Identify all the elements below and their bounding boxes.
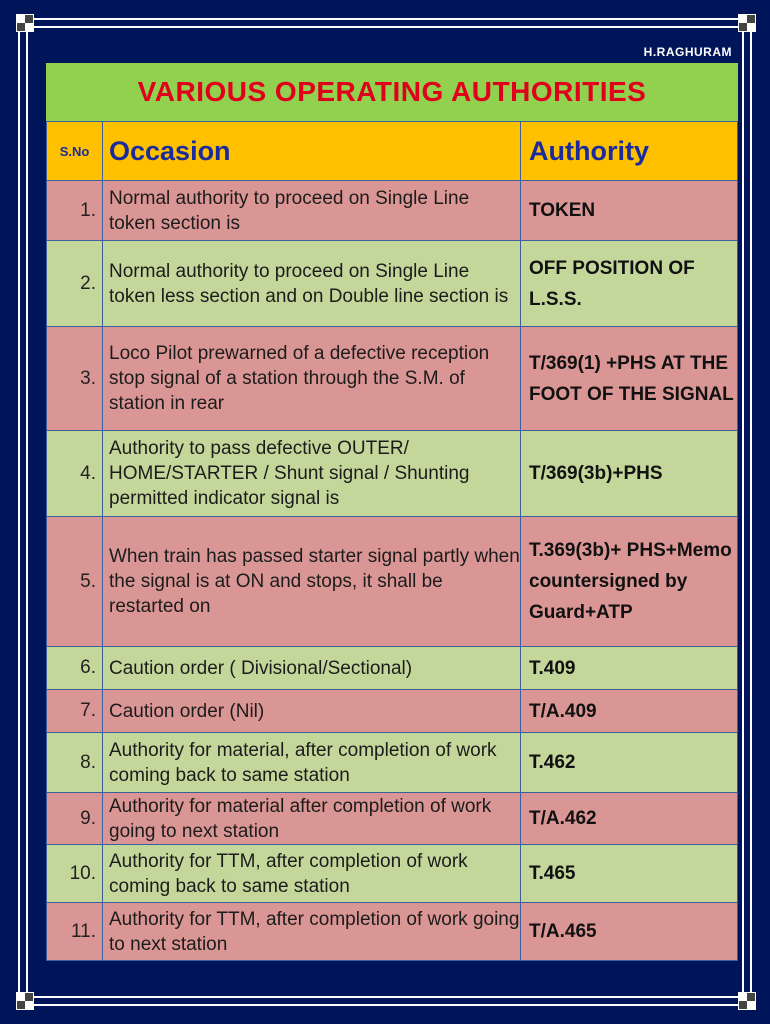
corner-ornament-icon bbox=[16, 992, 34, 1010]
row-authority: T.369(3b)+ PHS+Memo countersigned by Guard+ATP bbox=[521, 517, 738, 647]
table-row bbox=[47, 431, 738, 517]
row-authority: T/A.465 bbox=[521, 903, 738, 961]
row-number: 7. bbox=[47, 690, 103, 733]
row-authority: T/369(1) +PHS AT THE FOOT OF THE SIGNAL bbox=[521, 327, 738, 431]
author-label: H.RAGHURAM bbox=[643, 45, 732, 59]
corner-ornament-icon bbox=[738, 14, 756, 32]
row-number: 8. bbox=[47, 733, 103, 793]
column-header-sno: S.No bbox=[47, 122, 103, 181]
row-authority: T/369(3b)+PHS bbox=[521, 431, 738, 517]
row-number: 5. bbox=[47, 517, 103, 647]
table-row bbox=[47, 241, 738, 327]
row-number: 2. bbox=[47, 241, 103, 327]
table-row bbox=[47, 647, 738, 690]
corner-ornament-icon bbox=[16, 14, 34, 32]
row-occasion: Normal authority to proceed on Single Line token section is bbox=[103, 181, 521, 241]
table-header-row bbox=[47, 122, 738, 181]
corner-ornament-icon bbox=[738, 992, 756, 1010]
row-authority: T.462 bbox=[521, 733, 738, 793]
row-occasion: Caution order (Nil) bbox=[103, 690, 521, 733]
table-row bbox=[47, 733, 738, 793]
row-occasion: Normal authority to proceed on Single Line token less section and on Double line section is bbox=[103, 241, 521, 327]
row-occasion: Authority to pass defective OUTER/ HOME/STARTER / Shunt signal / Shunting permitted indicator signal is bbox=[103, 431, 521, 517]
table-row bbox=[47, 690, 738, 733]
row-number: 11. bbox=[47, 903, 103, 961]
column-header-authority: Authority bbox=[521, 122, 738, 181]
row-occasion: Loco Pilot prewarned of a defective reception stop signal of a station through the S.M. of station in rear bbox=[103, 327, 521, 431]
column-header-occasion: Occasion bbox=[103, 122, 521, 181]
table-body bbox=[47, 181, 738, 961]
row-authority: OFF POSITION OF L.S.S. bbox=[521, 241, 738, 327]
table-row bbox=[47, 327, 738, 431]
row-occasion: Caution order ( Divisional/Sectional) bbox=[103, 647, 521, 690]
table-row bbox=[47, 903, 738, 961]
row-number: 9. bbox=[47, 793, 103, 845]
row-number: 6. bbox=[47, 647, 103, 690]
row-occasion: Authority for TTM, after completion of work going to next station bbox=[103, 903, 521, 961]
row-occasion: Authority for material after completion of work going to next station bbox=[103, 793, 521, 845]
table-row bbox=[47, 793, 738, 845]
table-row bbox=[47, 181, 738, 241]
page-title: VARIOUS OPERATING AUTHORITIES bbox=[46, 63, 738, 121]
row-number: 3. bbox=[47, 327, 103, 431]
row-authority: T/A.409 bbox=[521, 690, 738, 733]
authority-sheet bbox=[46, 63, 738, 961]
table-row bbox=[47, 517, 738, 647]
row-occasion: When train has passed starter signal partly when the signal is at ON and stops, it shall be restarted on bbox=[103, 517, 521, 647]
row-authority: TOKEN bbox=[521, 181, 738, 241]
row-authority: T/A.462 bbox=[521, 793, 738, 845]
row-authority: T.409 bbox=[521, 647, 738, 690]
row-occasion: Authority for TTM, after completion of work coming back to same station bbox=[103, 845, 521, 903]
authority-table bbox=[46, 121, 738, 961]
row-authority: T.465 bbox=[521, 845, 738, 903]
row-occasion: Authority for material, after completion of work coming back to same station bbox=[103, 733, 521, 793]
table-row bbox=[47, 845, 738, 903]
row-number: 1. bbox=[47, 181, 103, 241]
row-number: 10. bbox=[47, 845, 103, 903]
row-number: 4. bbox=[47, 431, 103, 517]
